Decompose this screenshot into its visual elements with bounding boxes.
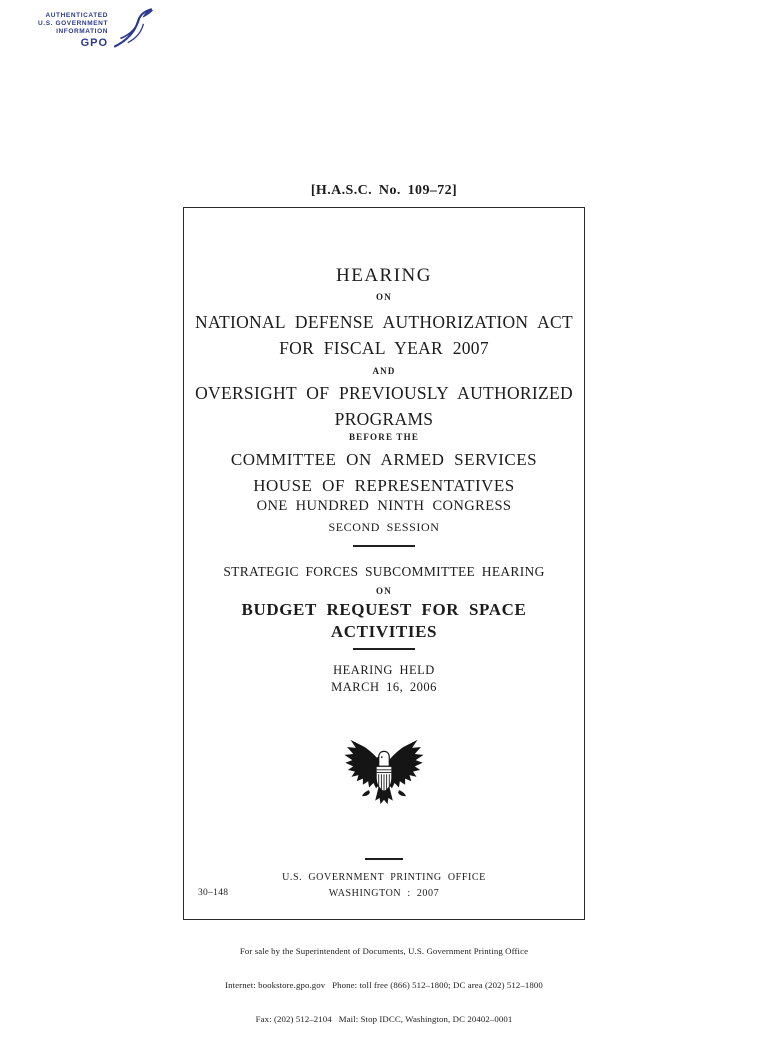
gpo-authentication-logo [38, 8, 156, 50]
eagle-seal [340, 737, 428, 820]
gpo-logo-line1: AUTHENTICATED [45, 12, 109, 19]
subtitle-line-2: PROGRAMS [334, 409, 434, 429]
session-line: SECOND SESSION [328, 520, 440, 534]
colophon-line1: For sale by the Superintendent of Documents, U.S. Government Printing Office [239, 945, 529, 956]
committee-line-1: COMMITTEE ON ARMED SERVICES [230, 450, 538, 469]
gpo-acronym: GPO [80, 37, 109, 49]
congress-line: ONE HUNDRED NINTH CONGRESS [256, 498, 512, 514]
colophon-line2: Internet: bookstore.gpo.gov Phone: toll free (866) 512–1800; DC area (202) 512–1800 [225, 980, 543, 991]
printing-office-line: U.S. GOVERNMENT PRINTING OFFICE [282, 872, 486, 883]
serial-number: 30–148 [198, 888, 229, 898]
divider-rule-2 [353, 648, 415, 650]
committee-line-2: HOUSE OF REPRESENTATIVES [253, 476, 515, 495]
subject-line-1: BUDGET REQUEST FOR SPACE [241, 600, 527, 619]
washington-year-line: WASHINGTON : 2007 [328, 888, 440, 899]
gpo-eagle-swoosh-icon [110, 6, 156, 50]
hearing-heading: HEARING [336, 265, 432, 286]
cover-border-box [183, 207, 585, 920]
document-number: [H.A.S.C. No. 109–72] [310, 183, 458, 198]
gpo-logo-line2: U.S. GOVERNMENT [38, 20, 109, 27]
and-kicker: AND [372, 366, 396, 376]
gpo-logo-line3: INFORMATION [56, 28, 109, 35]
gpo-logo-text [38, 8, 108, 47]
colophon [0, 923, 768, 1048]
colophon-line3: Fax: (202) 512–2104 Mail: Stop IDCC, Washington, DC 20402–0001 [255, 1014, 513, 1025]
title-line-1: NATIONAL DEFENSE AUTHORIZATION ACT [195, 312, 573, 332]
on-kicker-2: ON [376, 586, 392, 596]
us-eagle-seal-icon [340, 737, 428, 815]
title-line-2: FOR FISCAL YEAR 2007 [279, 338, 489, 358]
subject-line-2: ACTIVITIES [330, 622, 438, 641]
subcommittee-line: STRATEGIC FORCES SUBCOMMITTEE HEARING [223, 564, 545, 579]
subtitle-line-1: OVERSIGHT OF PREVIOUSLY AUTHORIZED [195, 383, 573, 403]
divider-rule-1 [353, 545, 415, 547]
divider-rule-3 [365, 858, 403, 860]
hearing-held-line: HEARING HELD [333, 663, 435, 677]
hearing-date-line: MARCH 16, 2006 [331, 680, 437, 694]
on-kicker-1: ON [376, 292, 392, 302]
before-the-kicker: BEFORE THE [348, 432, 420, 442]
